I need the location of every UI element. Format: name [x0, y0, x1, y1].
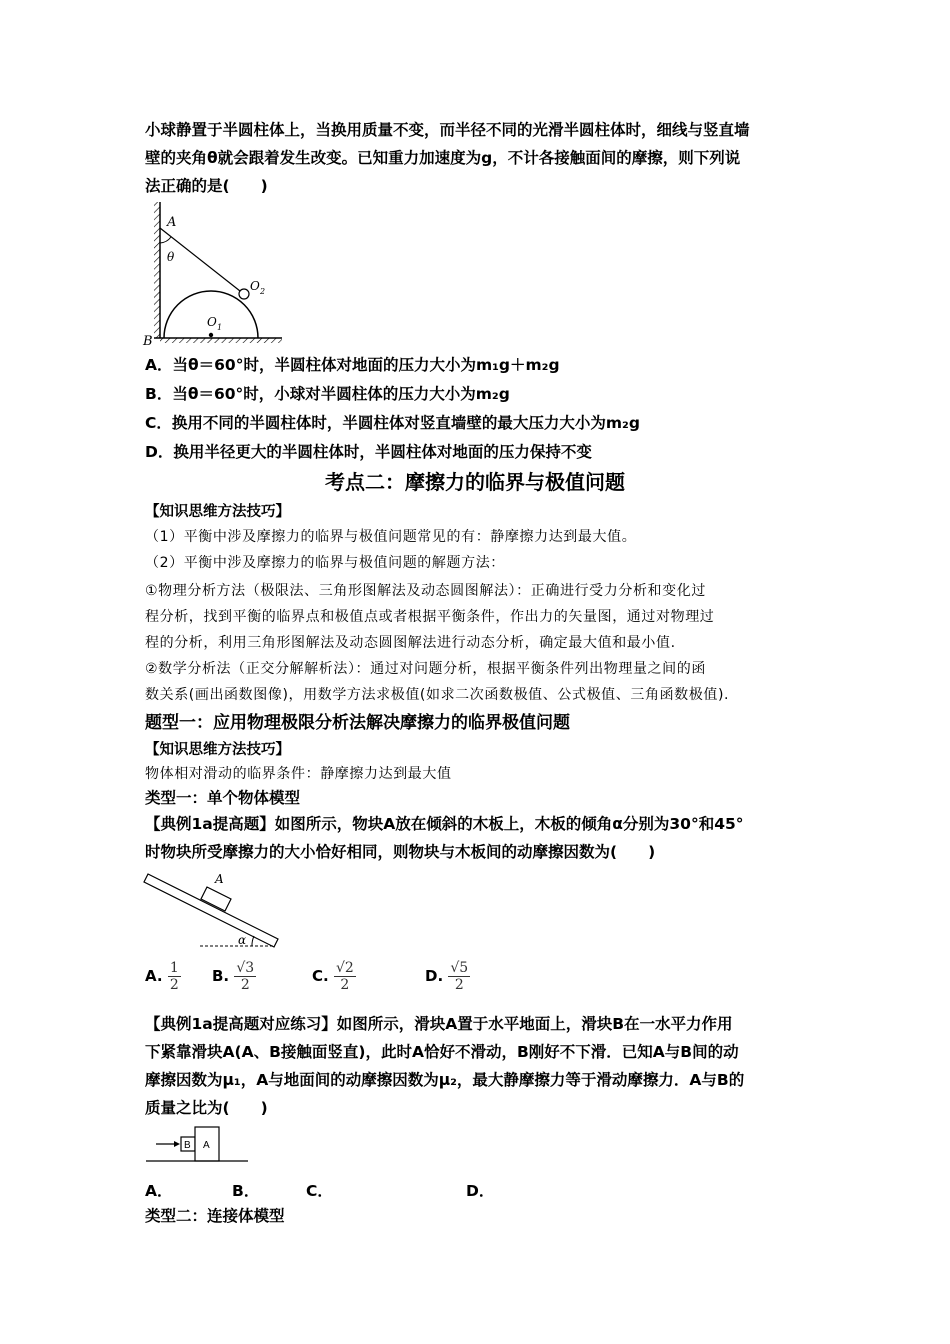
choice-b: B. $\frac{√3}{2}$ [212, 960, 255, 993]
knowledge-paragraph: （1）平衡中涉及摩擦力的临界与极值问题常见的有：静摩擦力达到最大值。 [145, 529, 637, 545]
label-alpha: α [238, 933, 247, 947]
figure-blocks-ab [144, 1124, 254, 1166]
problem-text-line: 法正确的是( ) [145, 177, 268, 195]
choice-a: A. $\frac{1}{2}$ [145, 960, 179, 993]
choice-c: C． [306, 1182, 333, 1200]
choice-c: C. $\frac{√2}{2}$ [312, 960, 354, 993]
knowledge-paragraph: 程的分析，利用三角形图解法及动态圆图解法进行动态分析，确定最大值和最小值. [145, 635, 676, 651]
label-a: A [203, 1140, 210, 1151]
choice-d: D. $\frac{√5}{2}$ [425, 960, 469, 993]
model-heading: 类型一：单个物体模型 [145, 789, 301, 807]
knowledge-heading: 【知识思维方法技巧】 [145, 504, 290, 520]
label-b: B [184, 1140, 191, 1151]
label-a: A [215, 872, 224, 886]
label-o1: O [207, 315, 217, 329]
knowledge-paragraph: 物体相对滑动的临界条件：静摩擦力达到最大值 [145, 766, 452, 782]
fraction: $\frac{√2}{2}$ [335, 960, 354, 993]
label-o1-sub: 1 [217, 323, 223, 332]
choice-d: D． [466, 1182, 495, 1200]
figure-inclined-plank [140, 866, 290, 951]
example-text-line: 【典例1a提高题对应练习】如图所示，滑块A置于水平地面上，滑块B在一水平力作用 [145, 1015, 733, 1033]
figure-wall-half-cylinder [140, 198, 290, 348]
example-text-line: 摩擦因数为μ₁，A与地面间的动摩擦因数为μ₂，最大静摩擦力等于滑动摩擦力．A与B的 [145, 1071, 745, 1089]
choice-d: D．换用半径更大的半圆柱体时，半圆柱体对地面的压力保持不变 [145, 443, 592, 461]
example-text-line: 质量之比为( ) [145, 1099, 268, 1117]
knowledge-paragraph: ①物理分析方法（极限法、三角形图解法及动态圆图解法）：正确进行受力分析和变化过 [145, 583, 706, 599]
choice-a: A． [145, 1182, 173, 1200]
label-o2: O [250, 279, 260, 293]
model-heading: 类型二：连接体模型 [145, 1207, 285, 1225]
alpha-arc [252, 936, 254, 946]
plank [144, 874, 278, 947]
example-text-line: 时物块所受摩擦力的大小恰好相同，则物块与木板间的动摩擦因数为( ) [145, 843, 656, 861]
knowledge-paragraph: 数关系(画出函数图像)，用数学方法求极值(如求二次函数极值、公式极值、三角函数极值). [145, 687, 730, 703]
knowledge-paragraph: ②数学分析法（正交分解解析法）：通过对问题分析，根据平衡条件列出物理量之间的函 [145, 661, 706, 677]
problem-text-line: 小球静置于半圆柱体上，当换用质量不变，而半径不同的光滑半圆柱体时，细线与竖直墙 [145, 121, 750, 139]
knowledge-paragraph: （2）平衡中涉及摩擦力的临界与极值问题的解题方法： [145, 555, 505, 571]
example-text-line: 【典例1a提高题】如图所示，物块A放在倾斜的木板上，木板的倾角α分别为30°和45° [145, 815, 744, 833]
label-theta: θ [167, 250, 175, 264]
type-heading: 题型一：应用物理极限分析法解决摩擦力的临界极值问题 [145, 713, 570, 733]
fraction: $\frac{√3}{2}$ [236, 960, 255, 993]
fraction: $\frac{1}{2}$ [169, 960, 179, 993]
arrow-head [174, 1141, 180, 1147]
ball [239, 289, 249, 299]
choice-a: A．当θ＝60°时，半圆柱体对地面的压力大小为m₁g＋m₂g [145, 356, 560, 374]
label-o2-sub: 2 [260, 287, 266, 296]
center-o1 [209, 333, 213, 337]
theta-arc [160, 237, 171, 243]
label-a: A [167, 215, 177, 230]
wall-hatching [154, 202, 160, 338]
choice-c: C．换用不同的半圆柱体时，半圆柱体对竖直墙壁的最大压力大小为m₂g [145, 414, 640, 432]
knowledge-heading: 【知识思维方法技巧】 [145, 742, 290, 758]
fraction: $\frac{√5}{2}$ [450, 960, 469, 993]
example-text-line: 下紧靠滑块A(A、B接触面竖直)，此时A恰好不滑动，B刚好不下滑．已知A与B间的动 [145, 1043, 739, 1061]
label-b: B [143, 334, 153, 349]
choice-b: B．当θ＝60°时，小球对半圆柱体的压力大小为m₂g [145, 385, 510, 403]
knowledge-paragraph: 程分析，找到平衡的临界点和极值点或者根据平衡条件，作出力的矢量图，通过对物理过 [145, 609, 715, 625]
problem-text-line: 壁的夹角θ就会跟着发生改变。已知重力加速度为g，不计各接触面间的摩擦，则下列说 [145, 149, 741, 167]
choice-b: B． [232, 1182, 260, 1200]
section-title: 考点二：摩擦力的临界与极值问题 [325, 470, 625, 494]
